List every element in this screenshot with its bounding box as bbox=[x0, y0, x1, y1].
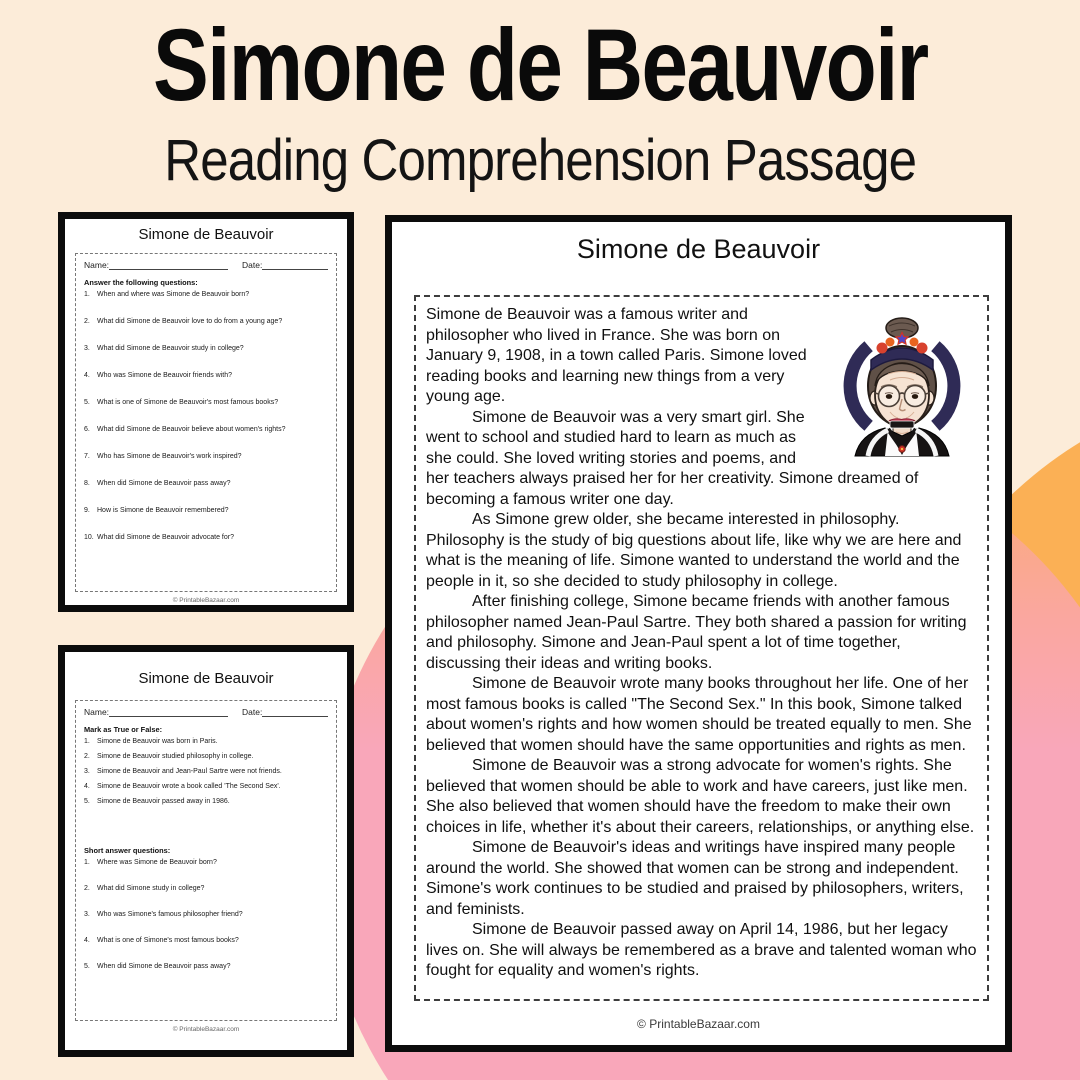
tf-item bbox=[84, 737, 328, 746]
tf-item bbox=[84, 767, 328, 776]
tf-item bbox=[84, 782, 328, 791]
passage-paragraph: As Simone grew older, she became interested in philosophy. Philosophy is the study of big questions about life, like why we are here and what is the meaning of life. Simone wanted to understand the world and the people in it, so she decided to study philosophy in college. bbox=[426, 511, 962, 590]
question-text: When and where was Simone de Beauvoir born? bbox=[97, 291, 250, 298]
sa-text: What is one of Simone's most famous books? bbox=[97, 937, 239, 944]
true-false-list bbox=[84, 737, 328, 806]
tf-item bbox=[84, 797, 328, 806]
tf-text: Simone de Beauvoir was born in Paris. bbox=[97, 738, 218, 745]
banner-title bbox=[0, 8, 1080, 122]
question-item bbox=[84, 533, 328, 542]
worksheet-thumbnail-true-false bbox=[58, 645, 354, 1057]
name-label: Name: bbox=[84, 707, 110, 717]
tf-number: 5. bbox=[84, 798, 90, 805]
question-item bbox=[84, 371, 328, 380]
tf-text: Simone de Beauvoir studied philosophy in college. bbox=[97, 753, 254, 760]
question-number: 7. bbox=[84, 453, 90, 460]
tf-number: 1. bbox=[84, 738, 90, 745]
question-text: What did Simone de Beauvoir love to do from a young age? bbox=[97, 318, 283, 325]
worksheet1-title: Simone de Beauvoir bbox=[138, 226, 274, 243]
sa-text: What did Simone study in college? bbox=[97, 885, 205, 892]
sa-text: Where was Simone de Beauvoir born? bbox=[97, 859, 217, 866]
sa-number: 2. bbox=[84, 885, 90, 892]
question-number: 10. bbox=[84, 534, 94, 541]
question-text: Who was Simone de Beauvoir friends with? bbox=[97, 372, 233, 379]
name-date-row bbox=[84, 707, 328, 717]
tf-number: 3. bbox=[84, 768, 90, 775]
question-number: 4. bbox=[84, 372, 90, 379]
date-blank-line bbox=[262, 708, 328, 717]
question-text: What did Simone de Beauvoir believe about women's rights? bbox=[97, 426, 286, 433]
question-text: What did Simone de Beauvoir advocate for? bbox=[97, 534, 234, 541]
passage-paragraph: Simone de Beauvoir passed away on April 14, 1986, but her legacy lives on. She will always be remembered as a brave and talented woman who fought for equality and women's rights. bbox=[426, 921, 977, 979]
short-answer-list bbox=[84, 858, 328, 971]
sa-item bbox=[84, 884, 328, 893]
passage-paragraph: Simone de Beauvoir was a strong advocate for women's rights. She believed that women should be able to work and have careers, just like men. She also believed that women should have the freedom to make their own choices in life, whether it's about their careers, relationships, or anything else. bbox=[426, 757, 975, 836]
portrait-illustration bbox=[827, 305, 977, 457]
name-blank-line bbox=[109, 708, 228, 717]
sa-section-heading: Short answer questions: bbox=[84, 846, 171, 855]
sa-number: 1. bbox=[84, 859, 90, 866]
passage-dashed-box bbox=[414, 295, 989, 1001]
tf-text: Simone de Beauvoir passed away in 1986. bbox=[97, 798, 230, 805]
sa-number: 5. bbox=[84, 963, 90, 970]
question-text: How is Simone de Beauvoir remembered? bbox=[97, 507, 229, 514]
sa-text: Who was Simone's famous philosopher friend? bbox=[97, 911, 243, 918]
sa-item bbox=[84, 858, 328, 867]
date-blank-line bbox=[262, 261, 328, 270]
tf-number: 2. bbox=[84, 753, 90, 760]
question-item bbox=[84, 506, 328, 515]
question-number: 3. bbox=[84, 345, 90, 352]
worksheet1-dashed-box bbox=[75, 253, 337, 592]
sa-number: 3. bbox=[84, 911, 90, 918]
question-number: 1. bbox=[84, 291, 90, 298]
question-number: 2. bbox=[84, 318, 90, 325]
name-date-row bbox=[84, 260, 328, 270]
banner-subtitle bbox=[0, 128, 1080, 193]
sa-item bbox=[84, 936, 328, 945]
section-heading: Answer the following questions: bbox=[84, 278, 198, 287]
worksheet2-dashed-box bbox=[75, 700, 337, 1021]
question-item bbox=[84, 398, 328, 407]
worksheet-thumbnail-questions bbox=[58, 212, 354, 612]
name-label: Name: bbox=[84, 260, 110, 270]
sa-text: When did Simone de Beauvoir pass away? bbox=[97, 963, 231, 970]
question-text: What is one of Simone de Beauvoir's most famous books? bbox=[97, 399, 279, 406]
tf-text: Simone de Beauvoir and Jean-Paul Sartre were not friends. bbox=[97, 768, 282, 775]
question-item bbox=[84, 290, 328, 299]
passage-paragraph: Simone de Beauvoir was a famous writer and philosopher who lived in France. She was born on January 9, 1908, in a town called Paris. Simone loved reading books and learning new things from a very young age. bbox=[426, 306, 807, 405]
banner-title-text: Simone de Beauvoir bbox=[152, 8, 928, 122]
passage-paragraph: Simone de Beauvoir wrote many books throughout her life. One of her most famous books is called "The Second Sex." In this book, Simone talked about women's rights and how women should be treated equally to men. She believed that women should have the same opportunities and rights as men. bbox=[426, 675, 972, 754]
question-number: 6. bbox=[84, 426, 90, 433]
question-text: What did Simone de Beauvoir study in college? bbox=[97, 345, 244, 352]
worksheet2-footer: © PrintableBazaar.com bbox=[172, 1026, 240, 1033]
question-text: Who has Simone de Beauvoir's work inspired? bbox=[97, 453, 242, 460]
passage-paragraph: Simone de Beauvoir was a very smart girl. She went to school and studied hard to learn as much as she could. She loved writing stories and poems, and her teachers always praised her for her creativity. Simone dreamed of becoming a famous writer one day. bbox=[426, 408, 919, 508]
question-item bbox=[84, 317, 328, 326]
question-item bbox=[84, 344, 328, 353]
sa-item bbox=[84, 910, 328, 919]
sa-number: 4. bbox=[84, 937, 90, 944]
question-item bbox=[84, 452, 328, 461]
name-blank-line bbox=[109, 261, 228, 270]
question-number: 5. bbox=[84, 399, 90, 406]
worksheet2-title: Simone de Beauvoir bbox=[138, 670, 274, 687]
banner-subtitle-text: Reading Comprehension Passage bbox=[164, 128, 916, 193]
date-label: Date: bbox=[242, 707, 263, 717]
passage-page bbox=[385, 215, 1012, 1052]
question-number: 8. bbox=[84, 480, 90, 487]
question-item bbox=[84, 425, 328, 434]
worksheet1-footer: © PrintableBazaar.com bbox=[172, 597, 240, 604]
passage-paragraph: After finishing college, Simone became friends with another famous philosopher named Jean-Paul Sartre. They both shared a passion for writing and philosophy. Simone and Jean-Paul spent a lot of time together, discussing their ideas and writing books. bbox=[426, 593, 967, 672]
passage-footer: © PrintableBazaar.com bbox=[637, 1017, 760, 1031]
sa-item bbox=[84, 962, 328, 971]
passage-paragraph: Simone de Beauvoir's ideas and writings have inspired many people around the world. She showed that women can be strong and independent. Simone's work continues to be studied and praised by philosophers, writers, and feminists. bbox=[426, 839, 964, 918]
tf-text: Simone de Beauvoir wrote a book called 'The Second Sex'. bbox=[97, 783, 281, 790]
question-item bbox=[84, 479, 328, 488]
passage-title: Simone de Beauvoir bbox=[576, 234, 821, 264]
tf-section-heading: Mark as True or False: bbox=[84, 725, 163, 734]
banner bbox=[0, 0, 1080, 193]
question-text: When did Simone de Beauvoir pass away? bbox=[97, 480, 231, 487]
simone-portrait-icon bbox=[827, 305, 977, 457]
date-label: Date: bbox=[242, 260, 263, 270]
question-number: 9. bbox=[84, 507, 90, 514]
tf-number: 4. bbox=[84, 783, 90, 790]
tf-item bbox=[84, 752, 328, 761]
